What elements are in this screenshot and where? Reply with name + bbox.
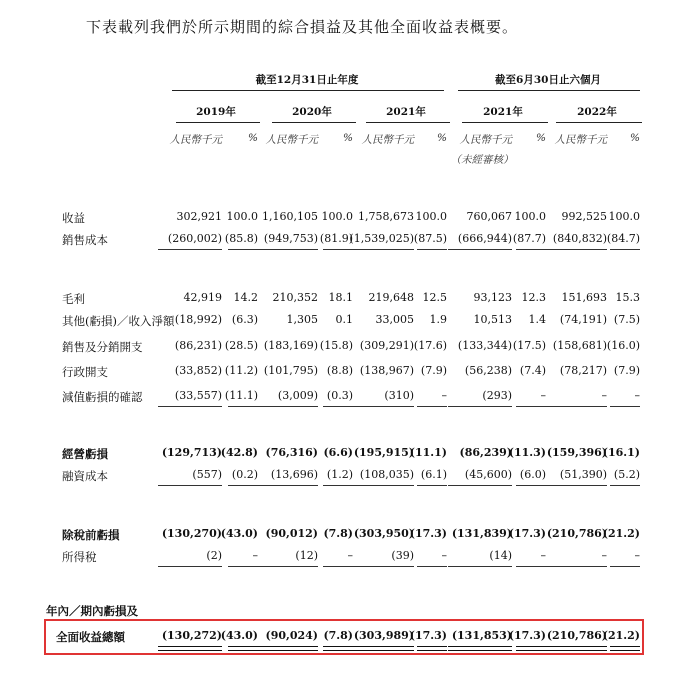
table-cell: (210,786)	[546, 527, 607, 540]
single-underline	[417, 249, 447, 250]
table-cell: 100.0	[415, 210, 447, 223]
table-cell: (17.3)	[508, 629, 546, 642]
annual-period-header: 截至12月31日止年度	[255, 74, 359, 86]
table-cell: (130,272)	[161, 629, 222, 642]
single-underline	[323, 249, 353, 250]
table-cell: (21.2)	[602, 527, 640, 540]
single-underline	[448, 249, 512, 250]
table-cell: (2)	[206, 549, 222, 562]
single-underline	[323, 406, 353, 407]
row-label: 減值虧損的確認	[62, 390, 143, 404]
table-cell: (840,832)	[552, 232, 607, 245]
table-cell: (85.8)	[224, 232, 258, 245]
single-underline	[543, 566, 607, 567]
table-cell: –	[540, 389, 546, 402]
table-cell: (303,950)	[353, 527, 414, 540]
year-header-rule	[462, 122, 548, 123]
table-cell: (159,396)	[546, 446, 607, 459]
table-cell: 302,921	[176, 210, 222, 223]
single-underline	[158, 406, 222, 407]
table-cell: (11.2)	[224, 364, 258, 377]
table-cell: 33,005	[375, 313, 414, 326]
single-underline	[254, 406, 318, 407]
table-cell: (303,989)	[353, 629, 414, 642]
single-underline	[158, 249, 222, 250]
table-cell: (87.5)	[413, 232, 447, 245]
table-cell: (5.2)	[613, 468, 640, 481]
table-cell: (130,270)	[161, 527, 222, 540]
unit-rmb: 人民幣千元	[169, 134, 222, 146]
table-cell: (309,291)	[359, 339, 414, 352]
table-cell: 12.3	[521, 291, 546, 304]
table-cell: 1.4	[528, 313, 546, 326]
single-underline	[543, 249, 607, 250]
table-cell: –	[347, 549, 353, 562]
single-underline	[610, 406, 640, 407]
single-underline	[323, 566, 353, 567]
table-cell: (8.8)	[326, 364, 353, 377]
table-cell: 1.9	[429, 313, 447, 326]
table-cell: (6.1)	[420, 468, 447, 481]
table-cell: (17.3)	[508, 527, 546, 540]
single-underline	[254, 485, 318, 486]
table-cell: (43.0)	[220, 629, 258, 642]
table-cell: (16.0)	[606, 339, 640, 352]
highlight-box	[44, 619, 644, 655]
table-cell: –	[441, 389, 447, 402]
table-cell: (1.2)	[326, 468, 353, 481]
table-cell: (43.0)	[220, 527, 258, 540]
single-underline	[350, 406, 414, 407]
single-underline	[417, 406, 447, 407]
table-cell: (183,169)	[263, 339, 318, 352]
table-cell: –	[441, 549, 447, 562]
table-cell: (260,002)	[167, 232, 222, 245]
table-cell: (11.1)	[409, 446, 447, 459]
intro-text: 下表載列我們於所示期間的綜合損益及其他全面收益表概要。	[86, 18, 519, 36]
table-cell: 1,305	[286, 313, 318, 326]
year-header: 2020年	[292, 106, 332, 118]
single-underline	[350, 566, 414, 567]
table-cell: (90,024)	[265, 629, 318, 642]
single-underline	[516, 406, 546, 407]
table-cell: 93,123	[473, 291, 512, 304]
table-cell: 100.0	[514, 210, 546, 223]
table-cell: (195,915)	[353, 446, 414, 459]
table-cell: (87.7)	[512, 232, 546, 245]
unit-rmb: 人民幣千元	[361, 134, 414, 146]
table-cell: (11.3)	[508, 446, 546, 459]
year-header: 2022年	[577, 106, 617, 118]
row-label: 全面收益總額	[56, 630, 125, 644]
table-cell: 151,693	[561, 291, 607, 304]
table-cell: 760,067	[466, 210, 512, 223]
table-cell: (51,390)	[559, 468, 607, 481]
table-cell: (84.7)	[606, 232, 640, 245]
single-underline	[516, 249, 546, 250]
annual-header-rule	[172, 90, 444, 91]
table-cell: 1,758,673	[358, 210, 414, 223]
year-header-rule	[556, 122, 642, 123]
single-underline	[417, 566, 447, 567]
unit-pct: %	[630, 132, 640, 144]
table-cell: (0.2)	[231, 468, 258, 481]
table-cell: (39)	[391, 549, 414, 562]
unit-pct: %	[248, 132, 258, 144]
table-cell: (28.5)	[224, 339, 258, 352]
table-cell: (12)	[295, 549, 318, 562]
single-underline	[417, 485, 447, 486]
half-period-header: 截至6月30日止六個月	[495, 74, 601, 86]
table-cell: 100.0	[321, 210, 353, 223]
table-cell: (14)	[489, 549, 512, 562]
table-cell: (21.2)	[602, 629, 640, 642]
table-cell: (74,191)	[559, 313, 607, 326]
table-cell: –	[601, 549, 607, 562]
table-cell: (81.9)	[319, 232, 353, 245]
table-cell: (129,713)	[161, 446, 222, 459]
table-cell: (16.1)	[602, 446, 640, 459]
table-cell: 0.1	[335, 313, 353, 326]
table-cell: (42.8)	[220, 446, 258, 459]
table-cell: (7.8)	[323, 629, 353, 642]
table-cell: (18,992)	[174, 313, 222, 326]
unit-unaudited: （未經審核）	[450, 154, 514, 166]
single-underline	[448, 485, 512, 486]
table-cell: (86,239)	[459, 446, 512, 459]
unit-rmb: 人民幣千元	[459, 134, 512, 146]
table-cell: (33,852)	[174, 364, 222, 377]
single-underline	[516, 485, 546, 486]
table-cell: (310)	[384, 389, 414, 402]
table-cell: (6.6)	[323, 446, 353, 459]
year-header-rule	[176, 122, 260, 123]
table-cell: (6.3)	[231, 313, 258, 326]
table-cell: (33,557)	[174, 389, 222, 402]
table-cell: (78,217)	[559, 364, 607, 377]
table-cell: 12.5	[422, 291, 447, 304]
table-cell: –	[634, 389, 640, 402]
row-label: 行政開支	[62, 365, 108, 379]
table-cell: (17.3)	[409, 527, 447, 540]
table-cell: 1,160,105	[262, 210, 318, 223]
table-cell: 14.2	[233, 291, 258, 304]
single-underline	[610, 485, 640, 486]
row-label: 除稅前虧損	[62, 528, 120, 542]
table-cell: 42,919	[183, 291, 222, 304]
single-underline	[516, 566, 546, 567]
unit-pct: %	[343, 132, 353, 144]
row-label: 融資成本	[62, 469, 108, 483]
table-cell: 100.0	[608, 210, 640, 223]
single-underline	[254, 566, 318, 567]
table-cell: –	[252, 549, 258, 562]
table-cell: (138,967)	[359, 364, 414, 377]
table-cell: 18.1	[328, 291, 353, 304]
table-cell: (131,839)	[451, 527, 512, 540]
table-cell: (210,786)	[546, 629, 607, 642]
single-underline	[254, 249, 318, 250]
unit-rmb: 人民幣千元	[265, 134, 318, 146]
table-cell: (13,696)	[270, 468, 318, 481]
row-label: 銷售成本	[62, 233, 108, 247]
table-cell: (76,316)	[265, 446, 318, 459]
total-label-prefix: 年內／期內虧損及	[46, 604, 138, 618]
year-header: 2021年	[386, 106, 426, 118]
table-cell: (101,795)	[263, 364, 318, 377]
table-cell: (45,600)	[464, 468, 512, 481]
table-cell: (17.3)	[409, 629, 447, 642]
table-cell: (56,238)	[464, 364, 512, 377]
table-cell: 992,525	[561, 210, 607, 223]
table-cell: (17.6)	[413, 339, 447, 352]
single-underline	[350, 249, 414, 250]
table-cell: (15.8)	[319, 339, 353, 352]
row-label: 經營虧損	[62, 447, 108, 461]
table-cell: (133,344)	[457, 339, 512, 352]
table-cell: (11.1)	[224, 389, 258, 402]
year-header-rule	[272, 122, 356, 123]
table-cell: (17.5)	[512, 339, 546, 352]
row-label: 其他(虧損)／收入淨額	[62, 314, 175, 328]
table-cell: (666,944)	[457, 232, 512, 245]
single-underline	[323, 485, 353, 486]
table-cell: (7.8)	[323, 527, 353, 540]
year-header: 2021年	[483, 106, 523, 118]
table-cell: –	[540, 549, 546, 562]
half-header-rule	[458, 90, 640, 91]
table-cell: (0.3)	[326, 389, 353, 402]
table-cell: (7.9)	[613, 364, 640, 377]
single-underline	[610, 249, 640, 250]
table-cell: (293)	[482, 389, 512, 402]
single-underline	[543, 406, 607, 407]
single-underline	[158, 566, 222, 567]
row-label: 銷售及分銷開支	[62, 340, 143, 354]
single-underline	[448, 566, 512, 567]
table-cell: 10,513	[473, 313, 512, 326]
table-cell: (7.4)	[519, 364, 546, 377]
table-cell: (158,681)	[552, 339, 607, 352]
row-label: 所得稅	[62, 550, 97, 564]
unit-rmb: 人民幣千元	[554, 134, 607, 146]
table-cell: 15.3	[615, 291, 640, 304]
table-cell: (7.5)	[613, 313, 640, 326]
table-cell: (7.9)	[420, 364, 447, 377]
single-underline	[350, 485, 414, 486]
table-cell: (3,009)	[277, 389, 318, 402]
single-underline	[543, 485, 607, 486]
table-cell: 100.0	[226, 210, 258, 223]
row-label: 收益	[62, 211, 85, 225]
year-header: 2019年	[196, 106, 236, 118]
table-cell: (90,012)	[265, 527, 318, 540]
table-cell: (557)	[192, 468, 222, 481]
single-underline	[158, 485, 222, 486]
table-cell: –	[634, 549, 640, 562]
table-cell: (1,539,025)	[349, 232, 414, 245]
table-cell: –	[601, 389, 607, 402]
table-cell: (949,753)	[263, 232, 318, 245]
single-underline	[610, 566, 640, 567]
row-label: 毛利	[62, 292, 85, 306]
unit-pct: %	[437, 132, 447, 144]
table-cell: (6.0)	[519, 468, 546, 481]
single-underline	[448, 406, 512, 407]
table-cell: (86,231)	[174, 339, 222, 352]
table-cell: 210,352	[272, 291, 318, 304]
year-header-rule	[366, 122, 450, 123]
table-cell: 219,648	[368, 291, 414, 304]
table-cell: (131,853)	[451, 629, 512, 642]
unit-pct: %	[536, 132, 546, 144]
table-cell: (108,035)	[359, 468, 414, 481]
